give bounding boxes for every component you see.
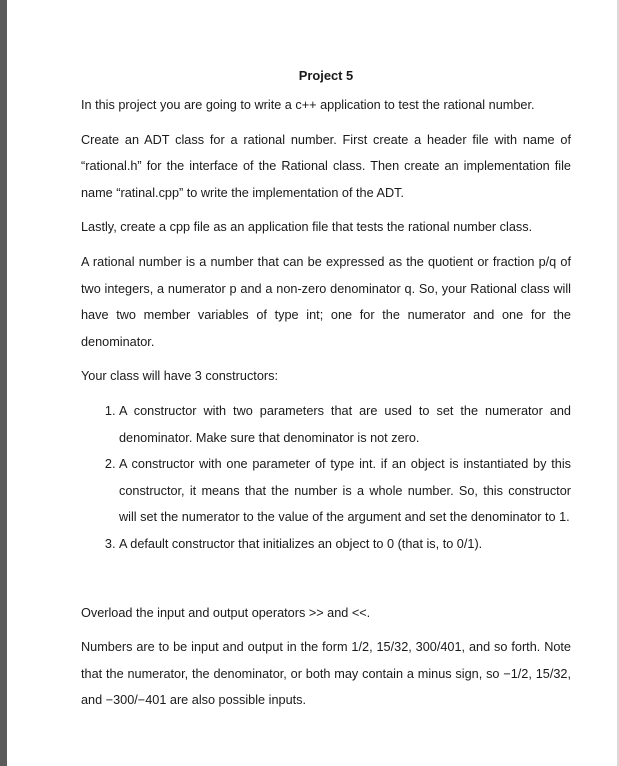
constructors-list <box>81 398 571 558</box>
constructors-intro: Your class will have 3 constructors: <box>81 369 278 384</box>
overload-paragraph: Overload the input and output operators >> and <<. <box>81 605 371 620</box>
list-item: 1. A constructor with two parameters that are used to set the numerator and denominator. Make sure that denominator is not zero. <box>119 398 571 451</box>
section-spacer <box>81 566 571 600</box>
definition-paragraph: A rational number is a number that can be expressed as the quotient or fraction p/q of two integers, a numerator p and a non-zero denominator q. So, your Rational class will have two member variables of type int; one for the numerator and one for the denominator. <box>81 254 571 349</box>
viewer-left-border <box>0 0 7 766</box>
application-paragraph: Lastly, create a cpp file as an application file that tests the rational number class. <box>81 220 533 235</box>
adt-paragraph: Create an ADT class for a rational number. First create a header file with name of “rational.h” for the interface of the Rational class. Then create an implementation file name “ratinal.cpp” to write the implementation of the ADT. <box>81 132 571 200</box>
intro-paragraph: In this project you are going to write a c++ application to test the rational number. <box>81 98 535 112</box>
page-title: Project 5 <box>298 68 354 83</box>
list-item: 3. A default constructor that initializes an object to 0 (that is, to 0/1). <box>119 531 571 558</box>
format-paragraph: Numbers are to be input and output in the form 1/2, 15/32, 300/401, and so forth. Note that the numerator, the denominator, or both may contain a minus sign, so −1/2, 15/32, and −300/−401 are also possible inputs. <box>81 640 571 708</box>
document-page <box>81 66 571 722</box>
list-item: 2. A constructor with one parameter of type int. if an object is instantiated by this constructor, it means that the number is a whole number. So, this constructor will set the numerator to the value of the argument and set the denominator to 1. <box>119 451 571 531</box>
